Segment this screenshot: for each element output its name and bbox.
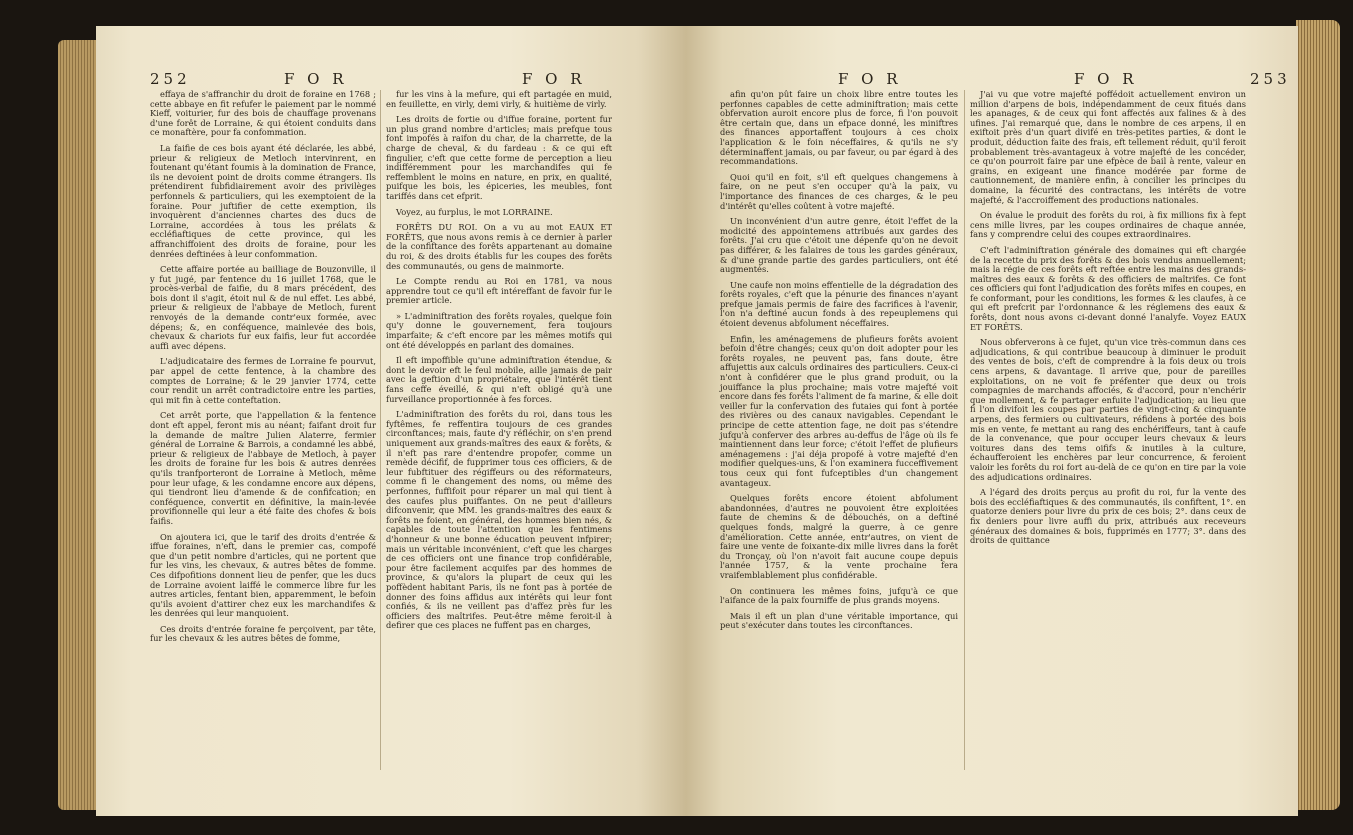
paragraph: Mais il eft un plan d'une véritable importance, qui peut s'exécuter dans toutes les circonftances.	[720, 610, 958, 631]
running-head: F O R	[838, 70, 902, 88]
column-divider	[380, 90, 381, 770]
paragraph: Quelques forêts encore étoient abfolument abandonnées, d'autres ne pouvoient être exploitées faute de chemins & de débouchés, on a deftiné quelques fonds, malgré la guerre, à ce genre d'amélioration. Cette année, entr'autres, on vient de faire une vente de foixante-dix mille livres dans la forêt du Tronçay, où l'on n'avoit fait aucune coupe depuis l'année 1757, & la vente prochaine fera vraifemblablement plus confidérable.	[720, 493, 958, 580]
paragraph: Une caufe non moins effentielle de la dégradation des forêts royales, c'eft que la pénurie des finances n'ayant prefque jamais permis de faire des facrifices à l'avenir, l'on n'a deftiné aucun fonds à des repeuplemens qui étoient devenus abfolument néceffaires.	[720, 279, 958, 329]
text-column	[970, 90, 1246, 552]
paragraph: Cet arrêt porte, que l'appellation & la fentence dont eft appel, feront mis au néant; faifant droit fur la demande de maître Julien Alaterre, fermier général de Lorraine & Barrois, a condamné les abbé, prieur & religieux de l'abbaye de Metloch, à payer les droits de foraine fur les bois & autres denrées qu'ils tranfporteront de Lorraine à Metloch, même pour leur ufage, & les condamne encore aux dépens, qui tiendront lieu d'amende & de confifcation; en conféquence, convertit en définitive, la main-levée provifionnelle qui leur a été faite des chofes & bois faifis.	[150, 410, 376, 526]
paragraph: On continuera les mêmes foins, jufqu'à ce que l'aifance de la paix fourniffe de plus grands moyens.	[720, 585, 958, 606]
paragraph: L'adjudicataire des fermes de Lorraine fe pourvut, par appel de cette fentence, à la chambre des comptes de Lorraine; & le 29 janvier 1774, cette cour rendit un arrêt contradictoire entre les parties, qui mit fin à cette conteftation.	[150, 356, 376, 405]
text-column	[720, 90, 958, 637]
text-column	[386, 90, 612, 637]
paragraph: J'ai vu que votre majefté poffédoit actuellement environ un million d'arpens de bois, indépendamment de ceux fitués dans les apanages, & de ceux qui font affectés aux falines & à des ufines. J'ai remarqué que, dans le nombre de ces arpens, il en exiftoit près d'un quart divifé en très-petites parties, & dont le produit, déduction faite des frais, eft tellement réduit, qu'il feroit probablement très-avantageux à votre majefté de les concéder, ce qu'on pourroit faire par une efpèce de bail à rente, valeur en grains, en exigeant une finance modérée par forme de cautionnement, de manière enfin, à concilier les principes du domaine, la fécurité des contractans, les intérêts de votre majefté, & l'accroiffement des productions nationales.	[970, 89, 1246, 205]
paragraph: Enfin, les aménagemens de plufieurs forêts avoient befoin d'être changés; ceux qu'on doit adopter pour les forêts royales, ne peuvent pas, fans doute, être affujettis aux calculs ordinaires des particuliers. Ceux-ci n'ont à confidérer que le plus grand produit, ou la jouiffance la plus prochaine; mais votre majefté voit encore dans fes forêts l'aliment de fa marine, & elle doit veiller fur la confervation des futaies qui font à portée des rivières ou des canaux navigables. Cependant le principe de cette attention fage, ne doit pas s'étendre jufqu'à conferver des arbres au-deffus de l'âge où ils fe maintiennent dans leur force; c'étoit l'effet de plufieurs aménagemens : j'ai déja propofé à votre majefté d'en modifier quelques-uns, & l'on examinera fucceffivement tous ceux qui font fufceptibles d'un changement avantageux.	[720, 333, 958, 488]
paragraph: Cette affaire portée au bailliage de Bouzonville, il y fut jugé, par fentence du 16 juillet 1768, que le procès-verbal de faifie, du 8 mars précédent, des bois dont il s'agit, étoit nul & de nul effet. Les abbé, prieur & religieux de l'abbaye de Metloch, furent renvoyés de la demande contr'eux formée, avec dépens; &, en conféquence, mainlevée des bois, chevaux & chariots fur eux faifis, leur fut accordée auffi avec dépens.	[150, 264, 376, 351]
paragraph: » L'adminiftration des forêts royales, quelque foin qu'y donne le gouvernement, fera toujours imparfaite; & c'eft encore par les mêmes motifs qui ont été développés en parlant des domaines.	[386, 310, 612, 350]
paragraph: La faifie de ces bois ayant été déclarée, les abbé, prieur & religieux de Metloch intervinrent, en foutenant qu'étant foumis à la domination de France, ils ne devoient point de droits comme étrangers. Ils prétendirent fubfidiairement avoir des privilèges perfonnels & particuliers, qui les exemptoient de la foraine. Pour juftifier de cette exemption, ils invoquèrent d'anciennes chartes des ducs de Lorraine, accordées à tous les prélats & eccléfiaftiques de cette province, qui les affranchiffoient des droits de foraine, pour les denrées deftinées à leur confommation.	[150, 142, 376, 259]
paragraph: Un inconvénient d'un autre genre, étoit l'effet de la modicité des appointemens attribués aux gardes des forêts. J'ai cru que c'étoit une dépenfe qu'on ne devoit pas différer, & les falaires de tous les gardes généraux, & d'une grande partie des gardes particuliers, ont été augmentés.	[720, 216, 958, 275]
right-page	[686, 26, 1298, 816]
paragraph: Voyez, au furplus, le mot LORRAINE.	[396, 206, 553, 217]
paragraph: Nous obferverons à ce fujet, qu'un vice très-commun dans ces adjudications, & qui contribue beaucoup à diminuer le produit des ventes de bois, c'eft de comprendre à la fois deux ou trois cens arpens, & davantage. Il arrive que, pour de pareilles exploitations, on ne voit fe préfenter que deux ou trois compagnies de marchands affociés, & d'accord, pour n'enchérir que mollement, & fe partager enfuite l'adjudication; au lieu que fi l'on divifoit les coupes par parties de vingt-cinq & cinquante arpens, des fermiers ou cultivateurs, réfidens à portée des bois mis en vente, fe mettant au rang des enchériffeurs, tant à caufe de la convenance, que pour occuper leurs chevaux & leurs voitures dans des tems oififs & inutiles à la culture, échaufferoient les enchères par leur concurrence, & feroient valoir les forêts du roi fort au-delà de ce qu'on en tire par la voie des adjudications ordinaires.	[970, 337, 1246, 482]
running-head: F O R	[284, 70, 348, 88]
column-divider	[964, 90, 965, 770]
running-head: F O R	[522, 70, 586, 88]
paragraph: Ces droits d'entrée foraine fe perçoivent, par tête, fur les chevaux & les autres bêtes de fomme,	[150, 623, 376, 644]
page-number: 253	[1250, 70, 1291, 88]
paragraph: Les droits de fortie ou d'iffue foraine, portent fur un plus grand nombre d'articles; mais prefque tous font impofés à raifon du char, de la charrette, de la charge de cheval, & du fardeau : & ce qui eft fingulier, c'eft que cette forme de perception a lieu indifféremment pour les marchandifes qui fe reffemblent le moins en nature, en prix, en qualité, puifque les bois, les épiceries, les meubles, font tariffés dans cet efprit.	[386, 114, 612, 201]
paragraph: A l'égard des droits perçus au profit du roi, fur la vente des bois des eccléfiaftiques & des communautés, ils confiftent, 1°. en quatorze deniers pour livre du prix de ces bois; 2°. dans ceux de fix deniers pour livre auffi du prix, attribués aux receveurs généraux des domaines & bois, fupprimés en 1777; 3°. dans des droits de quittance	[970, 487, 1246, 546]
paragraph: L'adminiftration des forêts du roi, dans tous les fyftêmes, fe reffentira toujours de ces grandes circonftances; mais, faute d'y réfléchir, on s'en prend uniquement aux grands-maîtres des eaux & forêts, & il n'eft pas rare d'entendre propofer, comme un remède décifif, de fupprimer tous ces officiers, & de leur fubftituer des régiffeurs ou des réformateurs, comme fi le changement des noms, ou même des perfonnes, fuffifoit pour réparer un mal qui tient à des caufes plus puiffantes. On ne peut d'ailleurs difconvenir, que MM. les grands-maîtres des eaux & forêts ne foient, en général, des hommes bien nés, & capables de toute l'attention que les fentimens d'honneur & une bonne éducation peuvent infpirer; mais un véritable inconvénient, c'eft que les charges de ces officiers ont une finance trop confidérable, pour être facilement acquifes par des hommes de province, & qu'alors la plupart de ceux qui les poffèdent habitant Paris, ils ne font pas à portée de donner des foins affidus aux intérêts qui leur font confiés, & ils ne veillent pas d'affez près fur les officiers des maîtrifes. Peut-être même feroit-il à defirer que ces places ne fuffent pas en charges,	[386, 409, 612, 631]
left-page	[96, 26, 686, 816]
page-edges-left	[58, 40, 98, 810]
running-head: F O R	[1074, 70, 1138, 88]
paragraph: Le Compte rendu au Roi en 1781, va nous apprendre tout ce qu'il eft intéreffant de favoir fur le premier article.	[386, 276, 612, 306]
paragraph: Il eft impoffible qu'une adminiftration étendue, & dont le devoir eft le feul mobile, aille jamais de pair avec la geftion d'un propriétaire, que l'intérêt tient fans ceffe éveillé, & qui n'eft obligé qu'à une furveillance proportionnée à fes forces.	[386, 355, 612, 404]
paragraph: C'eft l'adminiftration générale des domaines qui eft chargée de la recette du prix des forêts & des bois vendus annuellement; mais la régie de ces forêts eft reftée entre les mains des grands-maîtres des eaux & forêts & des officiers de maîtrifes. Ce font ces officiers qui font l'adjudication des forêts mifes en coupes, en fe conformant, pour les conditions, les formes & les claufes, à ce qui eft prefcrit par l'ordonnance & les réglemens des eaux & forêts, dont nous avons ci-devant donné l'analyfe. Voyez EAUX ET FORÊTS.	[970, 244, 1246, 332]
paragraph: On ajoutera ici, que le tarif des droits d'entrée & iffue foraines, n'eft, dans le premier cas, compofé que d'un petit nombre d'articles, qui ne portent que fur les vins, les chevaux, & autres bêtes de fomme. Ces difpofitions donnent lieu de penfer, que les ducs de Lorraine avoient laiffé le commerce libre fur les autres articles, fentant bien, apparemment, le befoin qu'ils avoient d'attirer chez eux les marchandifes & les denrées qui leur manquoient.	[150, 531, 376, 619]
paragraph: afin qu'on pût faire un choix libre entre toutes les perfonnes capables de cette adminiftration; mais cette obfervation auroit encore plus de force, fi l'on pouvoit être certain que, dans un efpace donné, les miniftres des finances apportaffent toujours à ces choix l'application & le foin néceffaires, & qu'ils ne s'y déterminaffent jamais, ou par faveur, ou par égard à des recommandations.	[720, 89, 958, 167]
text-column	[150, 90, 376, 650]
paragraph: On évalue le produit des forêts du roi, à fix millions fix à fept cens mille livres, par les coupes ordinaires de chaque année, fans y comprendre celui des coupes extraordinaires.	[970, 210, 1246, 240]
page-edges-right	[1296, 20, 1340, 810]
paragraph: FORÊTS DU ROI. On a vu au mot EAUX ET FORÊTS, que nous avons remis à ce dernier à parler de la confiftance des forêts appartenant au domaine du roi, & des droits établis fur les coupes des forêts des communautés, ou gens de mainmorte.	[386, 222, 612, 271]
page-number: 252	[150, 70, 191, 88]
paragraph: fur les vins à la mefure, qui eft partagée en muid, en feuillette, en virly, demi virly, & huitième de virly.	[386, 89, 612, 109]
paragraph: Quoi qu'il en foit, s'il eft quelques changemens à faire, on ne peut s'en occuper qu'à la paix, vu l'importance des finances de ces charges, & le peu d'intérêt qu'elles coûtent à votre majefté.	[720, 171, 958, 211]
paragraph: effaya de s'affranchir du droit de foraine en 1768 ; cette abbaye en fit refufer le paiement par le nommé Kieff, voiturier, fur des bois de chauffage provenans d'une forêt de Lorraine, & qui étoient conduits dans ce monaftère, pour fa confommation.	[150, 89, 376, 138]
